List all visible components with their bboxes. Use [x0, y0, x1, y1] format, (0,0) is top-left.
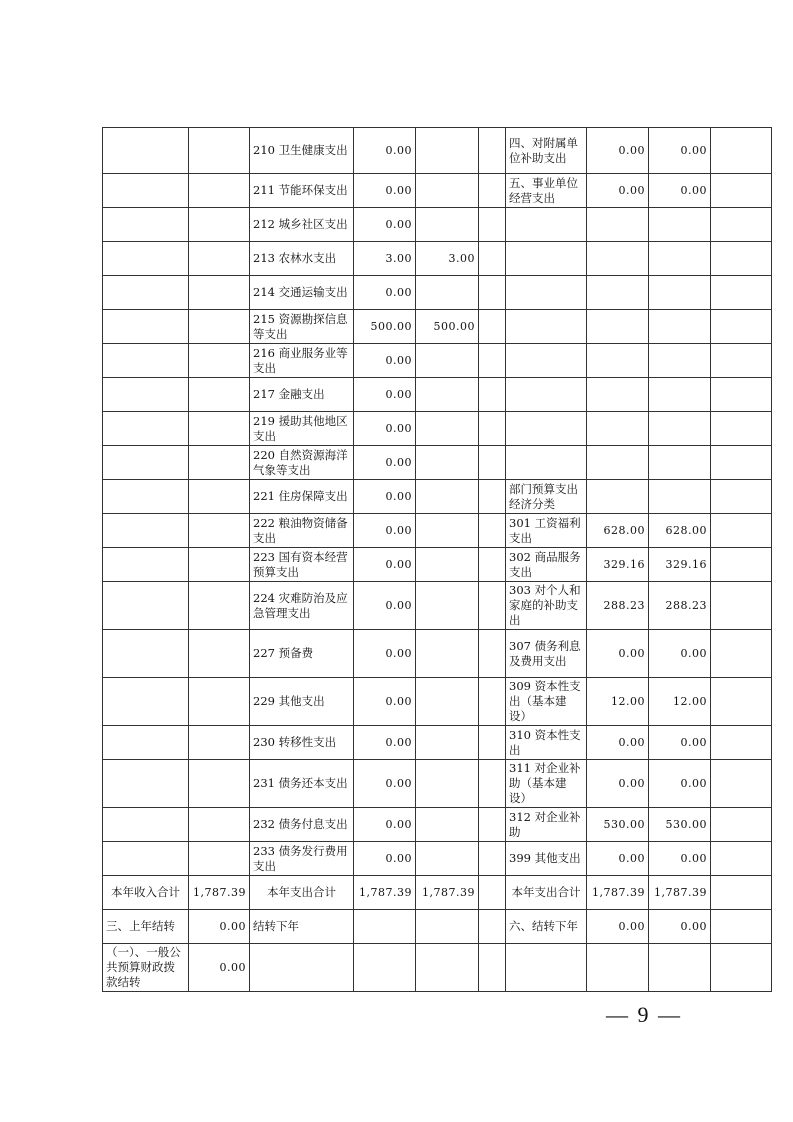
cell-econ-item [506, 310, 587, 344]
cell-econ-total [587, 242, 649, 276]
cell-expense-item: 211 节能环保支出 [250, 174, 354, 208]
cell-econ-general: 628.00 [649, 514, 711, 548]
cell-econ-extra [711, 242, 772, 276]
cell-income-amount [189, 446, 250, 480]
cell-expense-general [416, 548, 479, 582]
cell-expense-item: 224 灾难防治及应急管理支出 [250, 582, 354, 630]
cell-expense-general [416, 344, 479, 378]
cell-income-item [103, 630, 189, 678]
cell-expense-extra [479, 174, 506, 208]
cell-econ-general: 0.00 [649, 174, 711, 208]
cell-expense-item: 219 援助其他地区支出 [250, 412, 354, 446]
cell-expense-item: 213 农林水支出 [250, 242, 354, 276]
cell-income-amount: 0.00 [189, 944, 250, 992]
cell-econ-extra [711, 446, 772, 480]
cell-expense-total-label: 本年支出合计 [250, 876, 354, 910]
cell-econ-item: 四、对附属单位补助支出 [506, 128, 587, 174]
cell-econ-extra [711, 842, 772, 876]
cell-econ-total: 0.00 [587, 726, 649, 760]
table-row [103, 910, 772, 944]
cell-econ-item [506, 378, 587, 412]
cell-econ-item: 部门预算支出经济分类 [506, 480, 587, 514]
cell-econ-extra [711, 548, 772, 582]
cell-econ-item: 310 资本性支出 [506, 726, 587, 760]
cell-econ-extra [711, 514, 772, 548]
cell-expense-general [416, 412, 479, 446]
cell-income-item [103, 242, 189, 276]
cell-expense-total: 0.00 [354, 630, 416, 678]
table-row [103, 378, 772, 412]
cell-income-item [103, 378, 189, 412]
cell-econ-extra [711, 630, 772, 678]
table-row [103, 242, 772, 276]
cell-econ-total: 12.00 [587, 678, 649, 726]
cell-econ-general: 0.00 [649, 842, 711, 876]
cell-econ-total [587, 310, 649, 344]
cell-income-item [103, 480, 189, 514]
cell-expense-general: 1,787.39 [416, 876, 479, 910]
cell-income-total: 1,787.39 [189, 876, 250, 910]
cell-expense-item: 220 自然资源海洋气象等支出 [250, 446, 354, 480]
table-row [103, 548, 772, 582]
cell-expense-general: 3.00 [416, 242, 479, 276]
cell-econ-general: 530.00 [649, 808, 711, 842]
table-row [103, 726, 772, 760]
cell-econ-total: 0.00 [587, 842, 649, 876]
cell-expense-item: 216 商业服务业等支出 [250, 344, 354, 378]
page-number: — 9 — [606, 1002, 682, 1027]
budget-table [102, 127, 772, 992]
cell-econ-total: 0.00 [587, 910, 649, 944]
cell-income-amount [189, 726, 250, 760]
cell-expense-extra [479, 446, 506, 480]
cell-econ-item: 301 工资福利支出 [506, 514, 587, 548]
cell-expense-extra [479, 208, 506, 242]
cell-income-item [103, 412, 189, 446]
cell-expense-extra [479, 412, 506, 446]
cell-econ-total: 0.00 [587, 174, 649, 208]
cell-econ-total [587, 344, 649, 378]
cell-econ-general [649, 944, 711, 992]
cell-expense-total: 0.00 [354, 726, 416, 760]
cell-econ-total: 1,787.39 [587, 876, 649, 910]
cell-income-item [103, 128, 189, 174]
cell-expense-total: 0.00 [354, 808, 416, 842]
cell-expense-item: 223 国有资本经营预算支出 [250, 548, 354, 582]
cell-expense-general [416, 726, 479, 760]
cell-income-item [103, 726, 189, 760]
cell-expense-total [354, 910, 416, 944]
cell-econ-item [506, 344, 587, 378]
cell-econ-general: 0.00 [649, 910, 711, 944]
cell-income-amount [189, 174, 250, 208]
cell-econ-extra [711, 760, 772, 808]
cell-econ-extra [711, 174, 772, 208]
cell-expense-item: 222 粮油物资储备支出 [250, 514, 354, 548]
cell-income-amount [189, 514, 250, 548]
cell-income-item [103, 842, 189, 876]
cell-expense-extra [479, 842, 506, 876]
cell-expense-item [250, 944, 354, 992]
cell-econ-item: 307 债务利息及费用支出 [506, 630, 587, 678]
cell-expense-total: 0.00 [354, 446, 416, 480]
cell-econ-general [649, 276, 711, 310]
cell-econ-item: 302 商品服务支出 [506, 548, 587, 582]
cell-econ-item [506, 412, 587, 446]
cell-expense-item: 217 金融支出 [250, 378, 354, 412]
cell-expense-extra [479, 128, 506, 174]
cell-expense-extra [479, 726, 506, 760]
cell-income-amount [189, 842, 250, 876]
table-row [103, 582, 772, 630]
cell-income-amount [189, 480, 250, 514]
cell-expense-general [416, 480, 479, 514]
cell-income-amount [189, 128, 250, 174]
cell-expense-total [354, 944, 416, 992]
cell-econ-total [587, 276, 649, 310]
cell-econ-item: 五、事业单位经营支出 [506, 174, 587, 208]
cell-expense-extra [479, 630, 506, 678]
cell-econ-extra [711, 128, 772, 174]
cell-expense-general [416, 842, 479, 876]
cell-expense-item: 210 卫生健康支出 [250, 128, 354, 174]
cell-income-total-label: 本年收入合计 [103, 876, 189, 910]
cell-income-amount [189, 310, 250, 344]
cell-expense-total: 0.00 [354, 582, 416, 630]
table-row [103, 446, 772, 480]
cell-econ-total [587, 446, 649, 480]
cell-expense-total: 0.00 [354, 412, 416, 446]
cell-expense-general [416, 630, 479, 678]
cell-expense-extra [479, 910, 506, 944]
cell-expense-extra [479, 678, 506, 726]
cell-econ-general: 329.16 [649, 548, 711, 582]
cell-expense-general [416, 208, 479, 242]
table-row [103, 944, 772, 992]
cell-econ-total: 530.00 [587, 808, 649, 842]
cell-econ-total: 0.00 [587, 760, 649, 808]
cell-expense-total: 0.00 [354, 208, 416, 242]
cell-econ-general [649, 242, 711, 276]
table-row [103, 276, 772, 310]
cell-expense-general [416, 378, 479, 412]
cell-expense-extra [479, 276, 506, 310]
cell-econ-general [649, 310, 711, 344]
cell-expense-item: 229 其他支出 [250, 678, 354, 726]
cell-econ-extra [711, 582, 772, 630]
cell-expense-total: 0.00 [354, 514, 416, 548]
cell-income-item [103, 582, 189, 630]
cell-econ-general [649, 378, 711, 412]
cell-expense-total: 0.00 [354, 760, 416, 808]
table-row [103, 208, 772, 242]
cell-econ-extra [711, 808, 772, 842]
cell-income-item [103, 276, 189, 310]
cell-econ-general [649, 480, 711, 514]
cell-econ-extra [711, 412, 772, 446]
cell-income-item [103, 310, 189, 344]
cell-expense-item: 230 转移性支出 [250, 726, 354, 760]
cell-econ-total: 0.00 [587, 630, 649, 678]
cell-expense-general [416, 910, 479, 944]
cell-econ-extra [711, 480, 772, 514]
cell-expense-item: 232 债务付息支出 [250, 808, 354, 842]
cell-expense-item: 212 城乡社区支出 [250, 208, 354, 242]
cell-econ-extra [711, 726, 772, 760]
cell-econ-extra [711, 876, 772, 910]
table-row-total [103, 876, 772, 910]
cell-income-item [103, 514, 189, 548]
cell-econ-general: 0.00 [649, 630, 711, 678]
cell-econ-total [587, 378, 649, 412]
cell-income-amount [189, 548, 250, 582]
cell-income-item [103, 808, 189, 842]
cell-expense-extra [479, 876, 506, 910]
cell-econ-extra [711, 344, 772, 378]
cell-expense-general [416, 128, 479, 174]
cell-econ-extra [711, 276, 772, 310]
cell-econ-item: 309 资本性支出（基本建设） [506, 678, 587, 726]
cell-expense-extra [479, 310, 506, 344]
cell-econ-total [587, 480, 649, 514]
cell-econ-item: 303 对个人和家庭的补助支出 [506, 582, 587, 630]
cell-income-amount: 0.00 [189, 910, 250, 944]
table-row [103, 480, 772, 514]
cell-econ-item [506, 944, 587, 992]
cell-expense-total: 0.00 [354, 128, 416, 174]
cell-expense-general [416, 276, 479, 310]
cell-income-item [103, 446, 189, 480]
cell-expense-item: 214 交通运输支出 [250, 276, 354, 310]
cell-econ-extra [711, 378, 772, 412]
cell-econ-general [649, 412, 711, 446]
cell-econ-general: 12.00 [649, 678, 711, 726]
cell-econ-item [506, 446, 587, 480]
cell-econ-general [649, 446, 711, 480]
cell-expense-general [416, 944, 479, 992]
cell-econ-total-label: 本年支出合计 [506, 876, 587, 910]
cell-econ-general [649, 344, 711, 378]
cell-income-amount [189, 808, 250, 842]
cell-expense-total: 0.00 [354, 378, 416, 412]
cell-expense-general: 500.00 [416, 310, 479, 344]
cell-expense-total: 500.00 [354, 310, 416, 344]
cell-expense-general [416, 678, 479, 726]
cell-econ-total: 628.00 [587, 514, 649, 548]
cell-expense-total: 0.00 [354, 174, 416, 208]
cell-income-amount [189, 582, 250, 630]
cell-econ-item: 311 对企业补助（基本建设） [506, 760, 587, 808]
cell-expense-item: 结转下年 [250, 910, 354, 944]
cell-expense-general [416, 582, 479, 630]
cell-econ-general: 0.00 [649, 726, 711, 760]
cell-econ-general: 1,787.39 [649, 876, 711, 910]
cell-expense-extra [479, 548, 506, 582]
cell-income-amount [189, 678, 250, 726]
cell-expense-extra [479, 944, 506, 992]
cell-expense-total: 0.00 [354, 548, 416, 582]
cell-econ-total [587, 944, 649, 992]
cell-expense-item: 233 债务发行费用支出 [250, 842, 354, 876]
cell-income-item [103, 760, 189, 808]
cell-econ-item [506, 276, 587, 310]
cell-econ-general: 288.23 [649, 582, 711, 630]
cell-income-amount [189, 344, 250, 378]
cell-income-amount [189, 760, 250, 808]
cell-econ-extra [711, 208, 772, 242]
cell-econ-item [506, 242, 587, 276]
cell-econ-item: 399 其他支出 [506, 842, 587, 876]
cell-econ-item: 312 对企业补助 [506, 808, 587, 842]
cell-econ-total [587, 208, 649, 242]
cell-econ-total: 329.16 [587, 548, 649, 582]
table-row [103, 412, 772, 446]
cell-income-amount [189, 378, 250, 412]
table-row [103, 174, 772, 208]
cell-expense-general [416, 446, 479, 480]
cell-econ-extra [711, 678, 772, 726]
cell-econ-general: 0.00 [649, 128, 711, 174]
cell-income-item [103, 208, 189, 242]
cell-econ-extra [711, 310, 772, 344]
cell-expense-item: 221 住房保障支出 [250, 480, 354, 514]
cell-expense-extra [479, 808, 506, 842]
cell-income-amount [189, 242, 250, 276]
cell-expense-extra [479, 378, 506, 412]
cell-income-item [103, 344, 189, 378]
cell-income-amount [189, 276, 250, 310]
cell-expense-total: 0.00 [354, 344, 416, 378]
table-row [103, 760, 772, 808]
cell-income-item [103, 678, 189, 726]
cell-econ-total: 288.23 [587, 582, 649, 630]
table-row [103, 128, 772, 174]
cell-expense-general [416, 514, 479, 548]
cell-expense-item: 215 资源勘探信息等支出 [250, 310, 354, 344]
cell-expense-extra [479, 514, 506, 548]
cell-econ-total [587, 412, 649, 446]
cell-econ-extra [711, 910, 772, 944]
cell-expense-total: 0.00 [354, 276, 416, 310]
cell-expense-total: 3.00 [354, 242, 416, 276]
table-row [103, 514, 772, 548]
table-row [103, 630, 772, 678]
cell-income-amount [189, 412, 250, 446]
cell-income-amount [189, 208, 250, 242]
cell-expense-total: 0.00 [354, 842, 416, 876]
cell-expense-extra [479, 582, 506, 630]
cell-expense-general [416, 808, 479, 842]
cell-expense-total: 0.00 [354, 480, 416, 514]
table-row [103, 842, 772, 876]
cell-income-item: 三、上年结转 [103, 910, 189, 944]
cell-econ-general [649, 208, 711, 242]
cell-expense-extra [479, 344, 506, 378]
cell-expense-extra [479, 760, 506, 808]
table-body [103, 128, 772, 992]
cell-income-amount [189, 630, 250, 678]
cell-income-item: （一）、一般公共预算财政拨款结转 [103, 944, 189, 992]
cell-econ-extra [711, 944, 772, 992]
cell-expense-general [416, 760, 479, 808]
table-row [103, 344, 772, 378]
cell-expense-general [416, 174, 479, 208]
cell-econ-item: 六、结转下年 [506, 910, 587, 944]
table-row [103, 808, 772, 842]
cell-expense-item: 231 债务还本支出 [250, 760, 354, 808]
cell-expense-item: 227 预备费 [250, 630, 354, 678]
cell-income-item [103, 548, 189, 582]
cell-expense-extra [479, 242, 506, 276]
table-row [103, 678, 772, 726]
cell-expense-total: 0.00 [354, 678, 416, 726]
cell-econ-total: 0.00 [587, 128, 649, 174]
cell-econ-item [506, 208, 587, 242]
table-row [103, 310, 772, 344]
cell-expense-total: 1,787.39 [354, 876, 416, 910]
cell-econ-general: 0.00 [649, 760, 711, 808]
cell-income-item [103, 174, 189, 208]
cell-expense-extra [479, 480, 506, 514]
